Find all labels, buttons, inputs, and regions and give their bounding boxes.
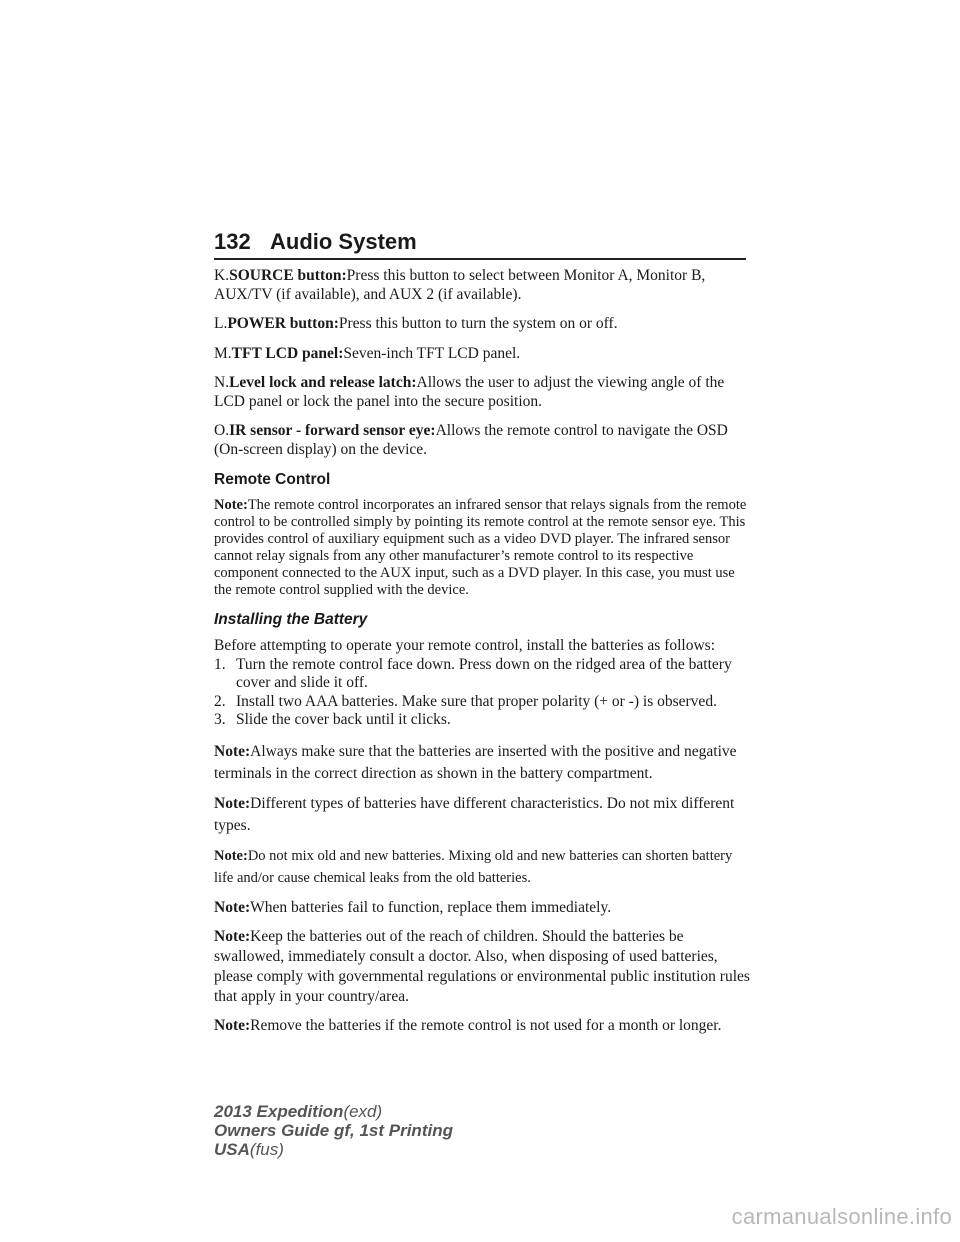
list-item-k: K.SOURCE button:Press this button to select between Monitor A, Monitor B, AUX/TV (if available), and AUX 2 (if available). bbox=[214, 267, 706, 303]
battery-heading: Installing the Battery bbox=[214, 611, 368, 628]
term-power-button: POWER button: bbox=[227, 315, 339, 332]
battery-step: 1. Turn the remote control face down. Press down on the ridged area of the battery cover and slide it off. bbox=[214, 655, 732, 691]
remote-control-heading: Remote Control bbox=[214, 471, 331, 488]
watermark: carmanualsonline.info bbox=[731, 1204, 952, 1229]
list-item-m: M.TFT LCD panel:Seven-inch TFT LCD panel. bbox=[214, 344, 521, 362]
footer-line-2: Owners Guide gf, 1st Printing bbox=[214, 1121, 453, 1140]
battery-note: Note:When batteries fail to function, replace them immediately. bbox=[214, 898, 612, 916]
footer-line-1: 2013 Expedition(exd) bbox=[214, 1102, 383, 1121]
battery-intro: Before attempting to operate your remote control, install the batteries as follows: bbox=[214, 637, 716, 654]
term-ir-sensor: IR sensor - forward sensor eye: bbox=[229, 422, 436, 439]
page-content bbox=[214, 267, 754, 1045]
term-level-lock: Level lock and release latch: bbox=[229, 374, 417, 391]
battery-note: Note:Do not mix old and new batteries. Mixing old and new batteries can shorten battery life and/or cause chemical leaks from the old batteries. bbox=[214, 847, 733, 886]
term-tft-lcd-panel: TFT LCD panel: bbox=[231, 344, 344, 362]
battery-note: Note:Remove the batteries if the remote control is not used for a month or longer. bbox=[214, 1016, 722, 1034]
battery-step: 2. Install two AAA batteries. Make sure that proper polarity (+ or -) is observed. bbox=[214, 692, 717, 710]
section-title: Audio System bbox=[270, 229, 417, 254]
list-item-o: O.IR sensor - forward sensor eye:Allows the remote control to navigate the OSD (On-screen display) on the device. bbox=[214, 422, 728, 458]
battery-note: Note:Keep the batteries out of the reach of children. Should the batteries be swallowed, immediately consult a doctor. Also, when disposing of used batteries, please comply with governmental regulations or environmental public institution rules that apply in your country/area. bbox=[214, 927, 750, 1005]
battery-note: Note:Different types of batteries have different characteristics. Do not mix different types. bbox=[214, 794, 735, 834]
battery-steps bbox=[214, 656, 754, 730]
list-item-n: N.Level lock and release latch:Allows the user to adjust the viewing angle of the LCD panel or lock the panel into the secure position. bbox=[214, 374, 725, 410]
term-source-button: SOURCE button: bbox=[229, 267, 347, 284]
footer-line-3: USA(fus) bbox=[214, 1140, 284, 1159]
list-item-l: L.POWER button:Press this button to turn the system on or off. bbox=[214, 315, 618, 332]
page-number: 132 bbox=[214, 229, 251, 254]
print-footer bbox=[214, 1102, 453, 1159]
battery-step: 3. Slide the cover back until it clicks. bbox=[214, 711, 451, 728]
page-header bbox=[214, 228, 746, 260]
battery-note: Note:Always make sure that the batteries are inserted with the positive and negative terminals in the correct direction as shown in the battery compartment. bbox=[214, 742, 737, 782]
remote-control-note: Note:The remote control incorporates an infrared sensor that relays signals from the remote control to be controlled simply by pointing its remote control at the remote sensor eye. This provides control of auxiliary equipment such as a video DVD player. The infrared sensor cannot relay signals from any other manufacturer’s remote control to its respective component connected to the AUX input, such as a DVD player. In this case, you must use the remote control supplied with the device. bbox=[214, 497, 747, 598]
